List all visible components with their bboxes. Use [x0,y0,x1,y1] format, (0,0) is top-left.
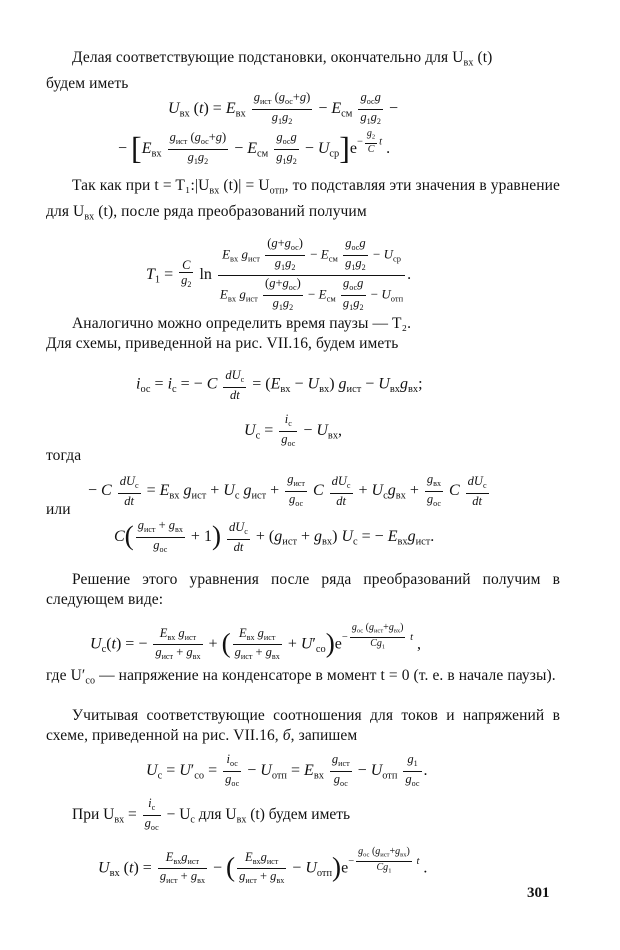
equation-c-form: C( $\frac{g_{ист} + g_{вх}}{g_{ос}}$ + 1) $\frac{dU_с}{dt}$ + $(g_{ист} + g_{вх}) U_с$ = − $E_{вх}g_{ист}$. [114,518,434,557]
text-span: будем иметь [46,74,129,92]
text-sub: со [85,675,96,687]
equation-uc-t: $U_с(t)$ = − $\frac{E_{вх} g_{ист}}{g_{ист} + g_{вх}}$ + ( $\frac{E_{вх} g_{ист}}{g_{ист} + g_{вх}}$ + $U'_{со})e-$ $\frac{g_{ос} (g_{ист}+g_{вх})}{Cg_1}$ t , [90,622,421,664]
text-sub: вх [84,211,95,223]
text-sub: вх [236,814,247,826]
text-span: , то подставляя эти значения в уравнение для U [46,177,560,220]
equation-ioc: $i_{ос} = i_с$ = − C $\frac{dU_с}{dt}$ = $(E_{вх} - U_{вх}) g_{ист} - U_{вх}g_{вх}$; [136,368,423,402]
page-number: 301 [527,885,550,901]
text-span: Так как при t = T₁:|U [72,177,210,194]
paragraph-considering [46,706,560,746]
word-togda [46,446,560,466]
equation-differential: − C $\frac{dU_с}{dt}$ = $E_{вх}$ $g_{ист} + U_с$ $g_{ист}$ + $\frac{g_{ист}}{g_{ос}}$ C $\frac{dU_с}{dt}$ + $U_сg_{вх}$ + $\frac{g_{вх}}{g_{ос}}$ C $\frac{dU_с}{dt}$ [88,472,491,511]
text-span: (t)| = U [219,177,270,194]
paragraph-t2 [46,314,560,334]
text-span: (t) будем иметь [246,805,351,823]
text-sub: вх [463,57,474,69]
text-span: , запишем [290,727,358,744]
text-span: или [46,501,71,518]
equation-uvx-final: $U_{вх}$ (t) = $\frac{E_{вх}g_{ист}}{g_{ист} + g_{вх}}$ − ( $\frac{E_{вх}g_{ист}}{g_{ист} + g_{вх}}$ − $U_{отп})e-$ $\frac{g_{ос} (g_{ист}+g_{вх})}{Cg_1}$ t . [98,846,427,888]
text-span: (t) [473,49,493,66]
text-span: При U [72,805,115,823]
text-span: б [282,727,291,744]
text-sub: с [190,814,195,826]
text-span: Учитывая соответствующие соотношения для токов и напряжений в схеме, приведенной на рис. VII.16, [46,707,560,744]
text-span: Делая соответствующие подстановки, окончательно для U [72,49,464,66]
text-sub: вх [209,185,220,197]
text-span: — напряжение на конденсаторе в момент t = 0 (т. е. в начале паузы). [95,667,556,684]
text-sub: вх [114,814,125,826]
text-span: (t), после ряда преобразований получим [94,202,367,220]
text-span: Для схемы, приведенной на рис. VII.16, будем иметь [46,335,399,352]
word-ili [46,500,560,520]
text-sub: отп [269,185,285,197]
text-span: Решение этого уравнения после ряда преобразований получим в следующем виде: [46,571,560,608]
text-span: тогда [46,447,82,464]
equation-uc-uco: $U_с = U'_{со}$ = $\frac{i_{ос}}{g_{ос}}$ − $U_{отп} = E_{вх}$ $\frac{g_{ист}}{g_{ос}}$ − $U_{отп}$ $\frac{g_1}{g_{ос}}$ . [146,752,428,791]
paragraph-scheme [46,334,560,354]
text-span: для U [194,805,237,823]
paragraph-where [46,666,560,692]
text-span: Аналогично можно определить время паузы — T₂. [72,315,412,332]
equation-uvx-line1: $U_{вх}$ $(t) = E_{вх}$ $\frac{g_{ист} (g_{ос}+g)}{g_1g_2}$ − $E_{см}$ $\frac{g_{ос}g}{g_1g_2}$ − [168,90,398,129]
paragraph-t1 [46,176,560,227]
equation-uc: $U_с$ = $\frac{i_с}{g_{ос}}$ − $U_{вх}$, [244,412,342,451]
paragraph-solution [46,570,560,610]
text-span: = [124,805,141,823]
paragraph-when: При $U_{вх}$ = $\frac{i_с}{g_{ос}}$ − $U_с$ для $U_{вх}$ (t) будем иметь [72,796,350,835]
paragraph-intro [46,48,560,94]
equation-uvx-line2: − [$E_{вх}$ $\frac{g_{ист} (g_{ос}+g)}{g_1g_2}$ − $E_{см}$ $\frac{g_{ос}g}{g_1g_2}$ − $U_{ср}]e-$ $\frac{g_2}{C}$ t . [118,128,390,169]
text-span: − U [162,805,191,823]
text-span: где U′ [46,667,86,684]
equation-t1: $T_1$ = $\frac{C}{g_2}$ ln $E_{вх}$ $g_{ист}$ $\frac{(g+g_{ос})}{g_1g_2}$ − $E_{см}$ $\frac{g_{ос}g}{g_1g_2}$ − $U_{ср}$ $E_{вх}$ $g_{ист}$ $\frac{(g+g_{ос})}{g_1g_2}$ − $E_{см}$ $\frac{g_{ос}g}{g_1g_2}$ − $U_{отп}$ . [146,236,411,314]
